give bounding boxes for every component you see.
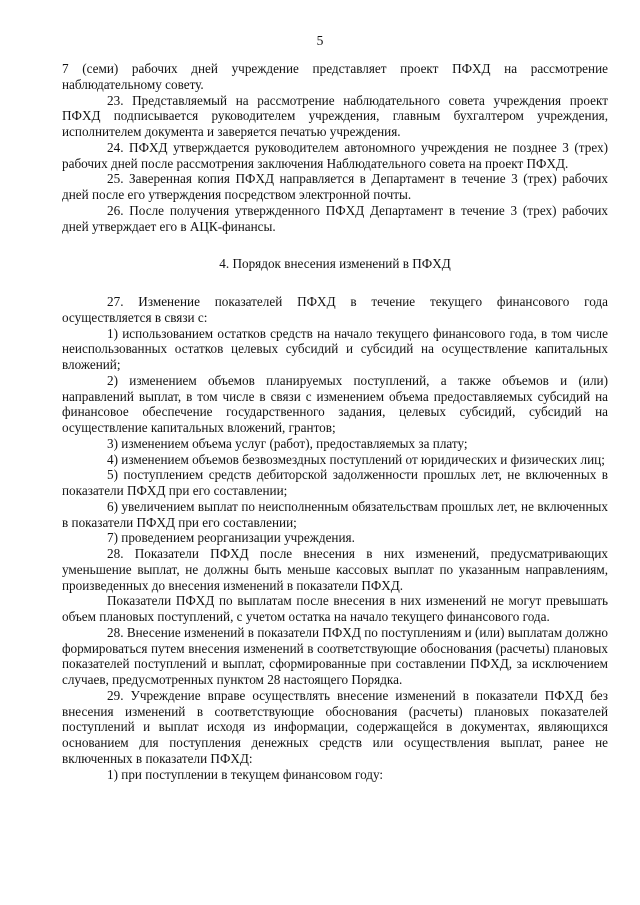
paragraphs-after-heading	[62, 294, 608, 782]
document-body	[62, 61, 608, 782]
paragraph: 23. Представляемый на рассмотрение наблюдательного совета учреждения проект ПФХД подписывается руководителем учреждения, главным бухгалтером учреждения, исполнителем документа и заверяется печатью учреждения.	[62, 92, 608, 139]
paragraph: 28. Показатели ПФХД после внесения в них изменений, предусматривающих уменьшение выплат, не должны быть меньше кассовых выплат по указанным направлениям, произведенных до внесения изменений в показатели ПФХД.	[62, 546, 608, 593]
paragraph: 7) проведением реорганизации учреждения.	[107, 530, 355, 546]
paragraph: 26. После получения утвержденного ПФХД Департамент в течение 3 (трех) рабочих дней утверждает его в АЦК-финансы.	[62, 202, 608, 234]
paragraph: Показатели ПФХД по выплатам после внесения в них изменений не могут превышать объем плановых поступлений, с учетом остатка на начало текущего финансового года.	[62, 593, 608, 624]
paragraph: 1) при поступлении в текущем финансовом году:	[107, 766, 384, 782]
paragraph: 29. Учреждение вправе осуществлять внесение изменений в показатели ПФХД без внесения изменений в соответствующие обоснования (расчеты) плановых показателей поступлений и выплат исходя из информации, содержащейся в документах, являющихся основанием для поступления денежных средств или осуществления выплат, ранее не включенных в показатели ПФХД:	[62, 687, 608, 766]
paragraph: 2) изменением объемов планируемых поступлений, а также объемов и (или) направлений выплат, в том числе в связи с изменением объема предоставляемых субсидий на финансовое обеспечение государственного задания, целевых субсидий, субсидий на осуществление капитальных вложений, грантов;	[62, 372, 608, 435]
paragraph: 6) увеличением выплат по неисполненным обязательствам прошлых лет, не включенных в показатели ПФХД при его составлении;	[62, 498, 608, 530]
paragraph: 1) использованием остатков средств на начало текущего финансового года, в том числе неиспользованных остатков целевых субсидий и субсидий на осуществление капитальных вложений;	[62, 325, 608, 372]
paragraph: 27. Изменение показателей ПФХД в течение текущего финансового года осуществляется в связи с:	[62, 294, 608, 325]
paragraph: 5) поступлением средств дебиторской задолженности прошлых лет, не включенных в показатели ПФХД при его составлении;	[62, 467, 608, 498]
paragraph: 24. ПФХД утверждается руководителем автономного учреждения не позднее 3 (трех) рабочих дней после рассмотрения заключения Наблюдательного совета на проект ПФХД.	[62, 139, 608, 171]
page-number: 5	[316, 33, 324, 48]
paragraph: 4) изменением объемов безвозмездных поступлений от юридических и физических лиц;	[107, 451, 605, 467]
paragraph: 28. Внесение изменений в показатели ПФХД по поступлениям и (или) выплатам должно формироваться путем внесения изменений в соответствующие обоснования (расчеты) плановых показателей поступлений и выплат, сформированные при составлении ПФХД, за исключением случаев, предусмотренных пунктом 28 настоящего Порядка.	[62, 624, 608, 687]
paragraph: 25. Заверенная копия ПФХД направляется в Департамент в течение 3 (трех) рабочих дней после его утверждения посредством электронной почты.	[62, 171, 608, 202]
paragraph: 7 (семи) рабочих дней учреждение представляет проект ПФХД на рассмотрение наблюдательному совету.	[62, 61, 608, 92]
paragraphs-before-heading	[62, 61, 608, 234]
paragraph: 3) изменением объема услуг (работ), предоставляемых за плату;	[107, 435, 468, 451]
section-heading: 4. Порядок внесения изменений в ПФХД	[219, 256, 451, 272]
